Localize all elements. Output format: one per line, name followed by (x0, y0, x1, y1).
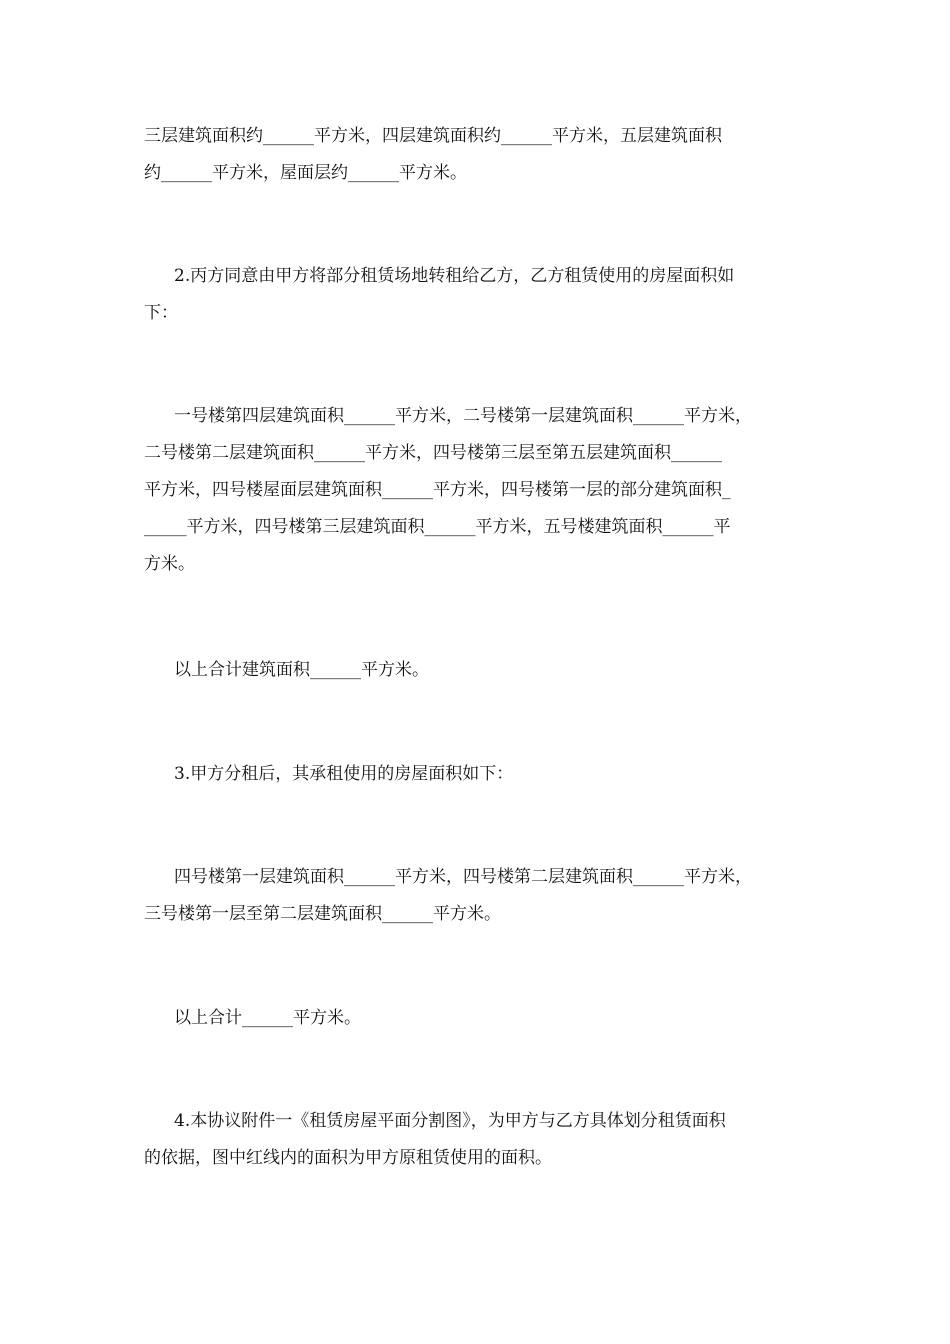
text-line: 的依据，图中红线内的面积为甲方原租赁使用的面积。 (144, 1148, 552, 1168)
paragraph-floor-areas (144, 118, 809, 192)
paragraph-total-2 (144, 1000, 809, 1037)
text-line: 二号楼第二层建筑面积______平方米，四号楼第三层至第五层建筑面积______ (144, 443, 722, 463)
text-line: 下： (144, 303, 178, 323)
paragraph-clause-2 (144, 258, 809, 332)
text-line: 方米。 (144, 554, 195, 574)
text-line: 四号楼第一层建筑面积______平方米，四号楼第二层建筑面积______平方米， (174, 867, 752, 887)
text-line: 以上合计______平方米。 (174, 1008, 361, 1028)
text-line: 平方米，四号楼屋面层建筑面积______平方米，四号楼第一层的部分建筑面积_ (144, 480, 731, 500)
text-line: _____平方米，四号楼第三层建筑面积______平方米，五号楼建筑面积______平 (144, 517, 731, 537)
paragraph-total-1 (144, 652, 809, 689)
text-line: 一号楼第四层建筑面积______平方米，二号楼第一层建筑面积______平方米， (174, 406, 752, 426)
paragraph-retained-areas (144, 859, 809, 933)
text-line: 三层建筑面积约______平方米，四层建筑面积约______平方米，五层建筑面积 (144, 126, 722, 146)
paragraph-clause-3 (144, 756, 809, 793)
text-line: 三号楼第一层至第二层建筑面积______平方米。 (144, 904, 501, 924)
text-line: 以上合计建筑面积______平方米。 (174, 660, 429, 680)
paragraph-sublease-areas (144, 398, 809, 583)
text-line: 约______平方米，屋面层约______平方米。 (144, 163, 467, 183)
paragraph-clause-4 (144, 1103, 809, 1177)
text-line: 4.本协议附件一《租赁房屋平面分割图》，为甲方与乙方具体划分租赁面积 (174, 1111, 726, 1131)
text-line: 2.丙方同意由甲方将部分租赁场地转租给乙方，乙方租赁使用的房屋面积如 (174, 266, 735, 286)
text-line: 3.甲方分租后，其承租使用的房屋面积如下： (174, 764, 514, 784)
